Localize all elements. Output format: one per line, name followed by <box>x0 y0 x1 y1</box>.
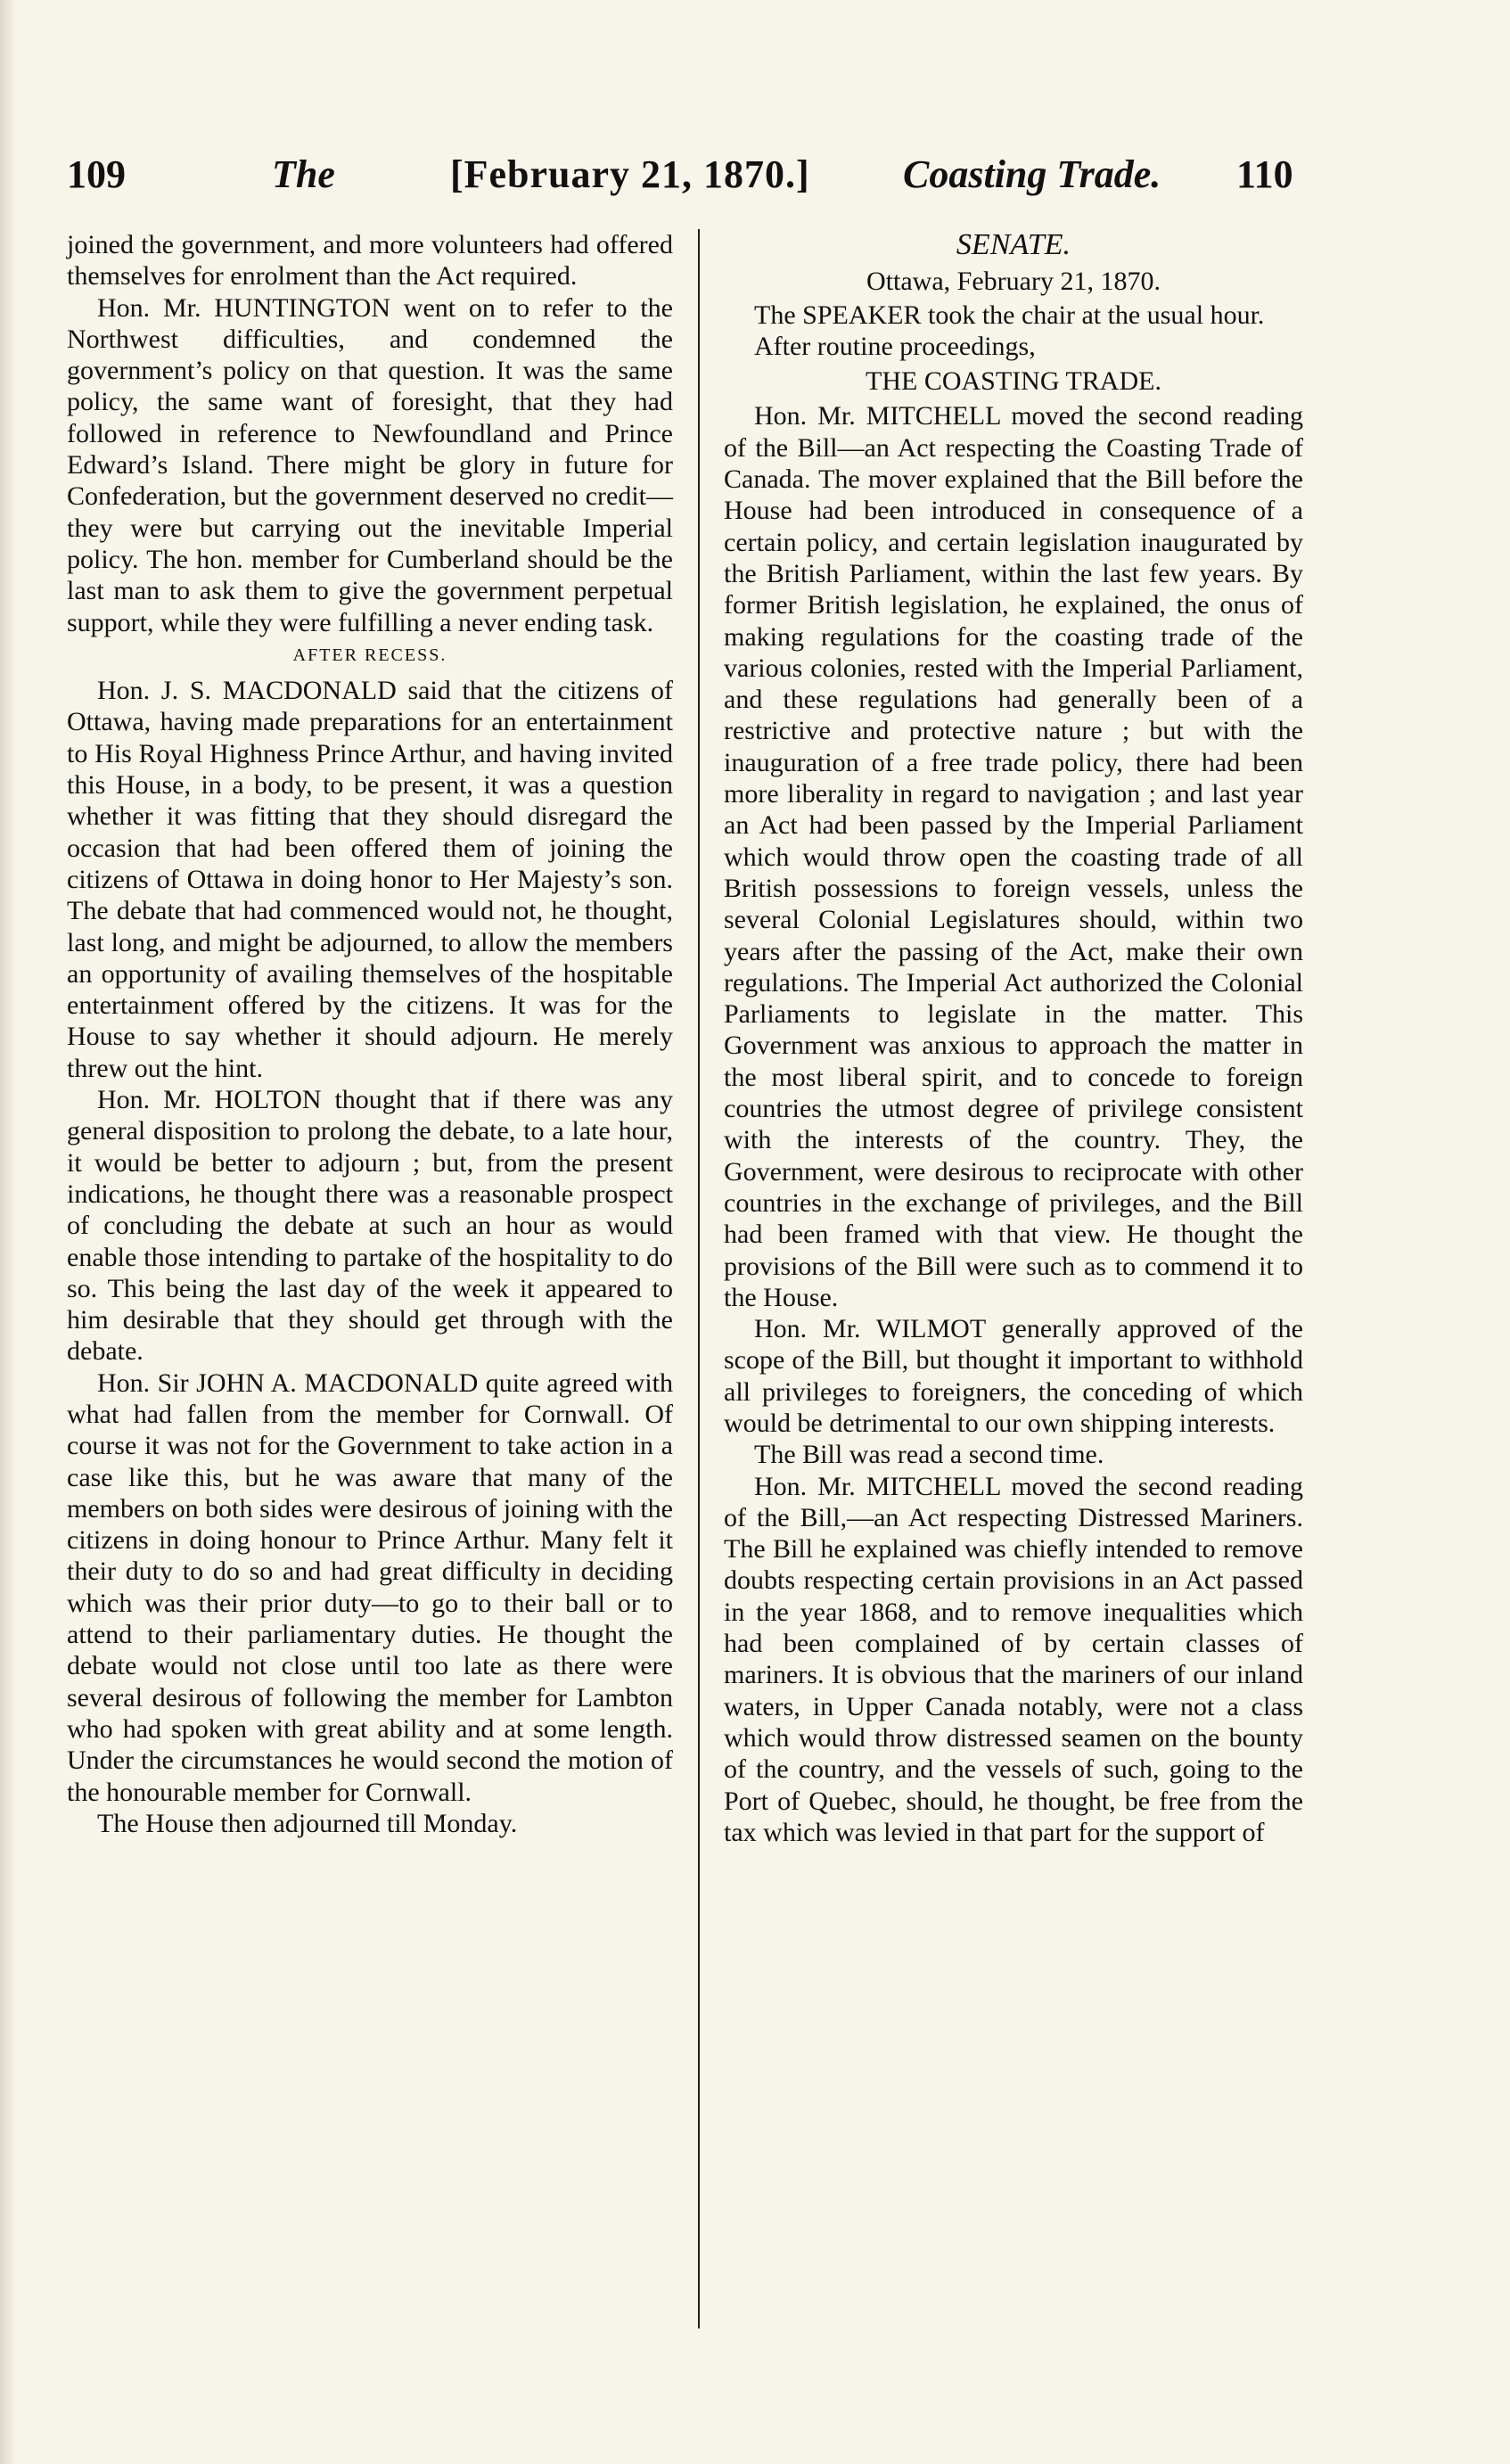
running-title: The <box>272 152 335 196</box>
senate-heading: SENATE. <box>956 228 1071 261</box>
section-heading: THE COASTING TRADE. <box>866 366 1161 397</box>
paragraph: Hon. Mr. MITCHELL moved the second reading of the Bill,—an Act respecting Distressed Mariners. The Bill he explained was chiefly intended to remove doubts respecting certain provisions in an Act passed in the year 1868, and to remove inequalities which had been complained of by certain classes of mariners. It is obvious that the mariners of our inland waters, in Upper Canada notably, were not a class which would throw distressed seamen on the bounty of the country, and the vessels of such, going to the Port of Quebec, should, he thought, be free from the tax which was levied in that part for the support of <box>724 1471 1303 1847</box>
column-divider <box>698 229 700 2328</box>
left-column <box>67 229 673 1839</box>
paragraph: Hon. Mr. WILMOT generally approved of the scope of the Bill, but thought it important to withhold all privileges to foreigners, the conceding of which would be detrimental to our own shipping interests. <box>724 1314 1303 1438</box>
page-number-left: 109 <box>67 152 126 196</box>
running-topic: Coasting Trade. <box>903 152 1161 196</box>
dateline: Ottawa, February 21, 1870. <box>866 267 1161 297</box>
paragraph: The SPEAKER took the chair at the usual hour. <box>754 300 1265 330</box>
right-column <box>724 229 1303 1848</box>
paragraph: Hon. J. S. MACDONALD said that the citizens of Ottawa, having made preparations for an entertainment to His Royal Highness Prince Arthur, and having invited this House, in a body, to be present, it was a question whether it was fitting that they should disregard the occasion that had been offered them of joining the citizens of Ottawa in doing honor to Her Majesty’s son. The debate that had commenced would not, he thought, last long, and might be adjourned, to allow the members an opportunity of availing themselves of the hospitable entertainment offered by the citizens. It was for the House to say whether it should adjourn. He merely threw out the hint. <box>67 676 673 1083</box>
page-number-right: 110 <box>1236 152 1293 196</box>
after-recess-heading: AFTER RECESS. <box>292 645 447 665</box>
paragraph: The House then adjourned till Monday. <box>97 1808 518 1838</box>
paragraph: Hon. Mr. HOLTON thought that if there was any general disposition to prolong the debate, to a late hour, it would be better to adjourn ; but, from the present indications, he thought there was a reasonable prospect of concluding the debate at such an hour as would enable those intending to partake of the hospitality to do so. This being the last day of the week it appeared to him desirable that they should get through with the debate. <box>67 1085 673 1367</box>
paragraph: After routine proceedings, <box>754 331 1036 361</box>
paragraph: Hon. Sir JOHN A. MACDONALD quite agreed with what had fallen from the member for Cornwall. Of course it was not for the Government to take action in a case like this, but he was aware that many of the members on both sides were desirous of joining with the citizens in doing honour to Prince Arthur. Many felt it their duty to do so and had great difficulty in deciding which was their prior duty—to go to their ball or to attend to their parliamentary duties. He thought the debate would not close until too late as there were several desirous of following the member for Lambton who had spoken with great ability and at some length. Under the circumstances he would second the motion of the honourable member for Cornwall. <box>67 1368 673 1807</box>
running-head <box>67 152 1306 205</box>
running-date: [February 21, 1870.] <box>450 152 810 196</box>
paragraph: joined the government, and more volunteers had offered themselves for enrolment than the Act required. <box>67 230 673 292</box>
paragraph: Hon. Mr. HUNTINGTON went on to refer to the Northwest difficulties, and condemned the government’s policy on that question. It was the same policy, the same want of foresight, that they had followed in reference to Newfoundland and Prince Edward’s Island. There might be glory in future for Confederation, but the government deserved no credit—they were but carrying out the inevitable Imperial policy. The hon. member for Cumberland should be the last man to ask them to give the government perpetual support, while they were fulfilling a never ending task. <box>67 292 673 637</box>
scan-edge <box>0 0 16 2464</box>
paragraph: The Bill was read a second time. <box>754 1440 1104 1470</box>
paragraph: Hon. Mr. MITCHELL moved the second reading of the Bill—an Act respecting the Coasting Trade of Canada. The mover explained that the Bill before the House had been introduced in consequence of a certain policy, and certain legislation inaugurated by the British Parliament, within the last few years. By former British legislation, he explained, the onus of making regulations for the coasting trade of the various colonies, rested with the Imperial Parliament, and these regulations had generally been of a restrictive and protective nature ; but with the inauguration of a free trade policy, there had been more liberality in regard to navigation ; and last year an Act had been passed by the Imperial Parliament which would throw open the coasting trade of all British possessions to foreign vessels, unless the several Colonial Legislatures should, within two years after the passing of the Act, make their own regulations. The Imperial Act authorized the Colonial Parliaments to legislate in the matter. This Government was anxious to approach the matter in the most liberal spirit, and to concede to foreign countries the utmost degree of privilege consistent with the interests of the country. They, the Government, were desirous to reciprocate with other countries in the exchange of privileges, and the Bill had been framed with that view. He thought the provisions of the Bill were such as to commend it to the House. <box>724 401 1303 1312</box>
